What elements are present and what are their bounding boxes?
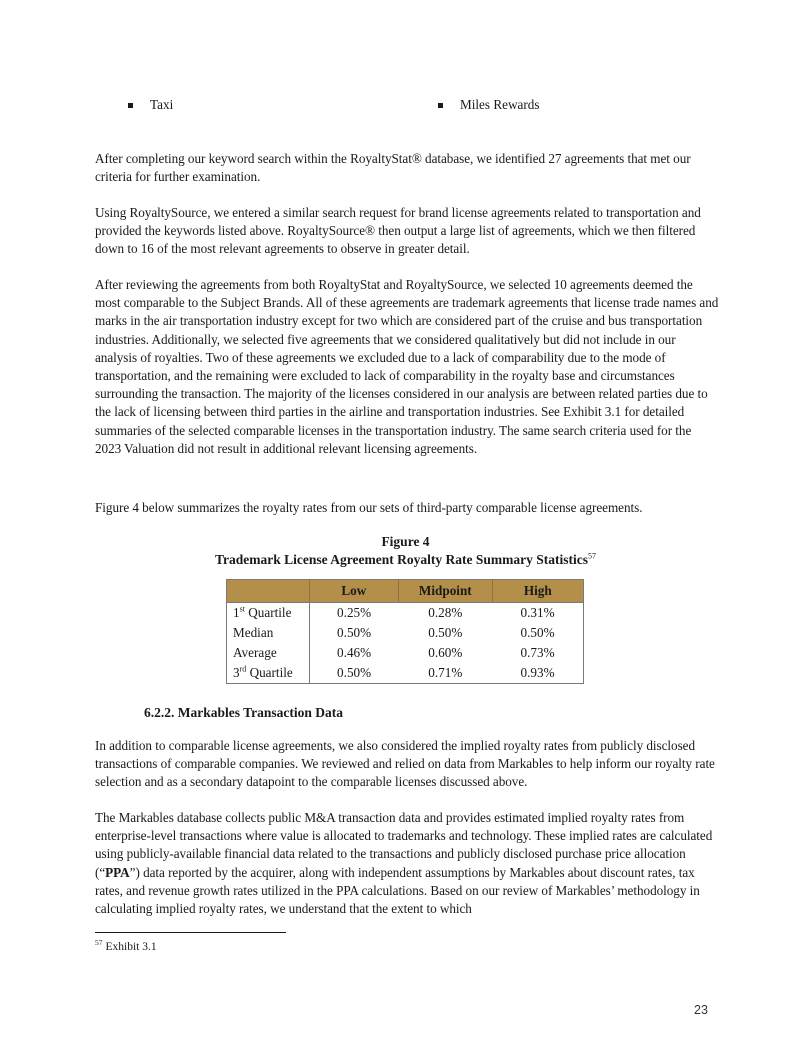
- bullet-label: Miles Rewards: [460, 97, 540, 112]
- paragraph-markables-intro: In addition to comparable license agreements, we also considered the implied royalty rates from publicly disclosed transactions of comparable companies. We reviewed and relied on data from Markables to help inform our royalty rate selection and as a secondary datapoint to the comparable licenses discussed above.: [95, 738, 715, 790]
- cell-midpoint: 0.28%: [428, 604, 463, 620]
- row-label-text: 3: [233, 664, 240, 680]
- paragraph-text: ”) data reported by the acquirer, along with independent assumptions by Markables about discount rates, tax rates, and revenue growth rates utilized in the PPA calculations. Based on our review of Markables’ methodology in calculating implied royalty rates, we understand that the extent to which: [95, 864, 700, 917]
- square-bullet-icon: [128, 103, 133, 108]
- figure-label: Figure 4: [381, 534, 430, 549]
- footnote-divider: [95, 932, 286, 933]
- cell-low: 0.50%: [337, 624, 372, 640]
- table-header-row: [227, 580, 584, 603]
- row-label-rest: Quartile: [246, 664, 293, 680]
- row-label-rest: Quartile: [244, 604, 292, 620]
- paragraph-royaltysource-search: Using RoyaltySource, we entered a similar search request for brand license agreements related to transportation and provided the keywords listed above. RoyaltySource® then output a large list of agreements, which we then filtered down to 16 of the most relevant agreements to observe in greater detail.: [95, 205, 701, 257]
- cell-midpoint: 0.71%: [428, 664, 463, 680]
- cell-midpoint: 0.50%: [428, 624, 463, 640]
- bullet-item: [128, 96, 173, 114]
- table-row: [227, 623, 584, 643]
- royalty-rate-summary-table: [226, 579, 584, 684]
- footnote-reference[interactable]: 57: [587, 551, 596, 561]
- bullet-item: [438, 96, 539, 114]
- keyword-bullet-list: [0, 96, 811, 116]
- figure-title: [0, 551, 811, 569]
- paragraph-text: The Markables database collects public M&A transaction data and provides estimated implied royalty rates from enterprise-level transactions where value is allocated to trademarks and technology. These implied rates are calculated using publicly-available financial data related to the transactions and publicly disclosed purchase price allocation (“: [95, 810, 713, 880]
- footnote: [95, 938, 157, 956]
- table-row: [227, 663, 584, 684]
- paragraph-figure-intro: Figure 4 below summarizes the royalty rates from our sets of third-party comparable license agreements.: [95, 500, 643, 515]
- bullet-label: Taxi: [150, 97, 174, 112]
- table-row: [227, 603, 584, 624]
- row-label-text: Median: [233, 624, 274, 640]
- row-label-text: Average: [233, 644, 277, 660]
- row-label: [227, 603, 310, 624]
- square-bullet-icon: [438, 103, 443, 108]
- page-number: 23: [694, 1003, 708, 1017]
- column-header-high: High: [492, 580, 583, 603]
- row-label-ordinal: rd: [239, 664, 247, 674]
- row-label: [227, 643, 310, 663]
- cell-high: 0.50%: [520, 624, 555, 640]
- cell-low: 0.50%: [337, 664, 372, 680]
- column-header-midpoint: Midpoint: [399, 580, 493, 603]
- paragraph-markables-database: [95, 809, 720, 918]
- column-header-blank: [227, 580, 310, 603]
- paragraph-agreement-selection: After reviewing the agreements from both RoyaltyStat and RoyaltySource, we selected 10 agreements deemed the most comparable to the Subject Brands. All of these agreements are trademark agreements that license trade names and marks in the air transportation industry except for two which are considered part of the cruise and bus transportation industries. Additionally, we selected five agreements that we considered qualitatively but did not include in our analysis of royalties. Two of these agreements we excluded due to a lack of comparability due to the mode of transportation, and the remaining were excluded to lack of comparability in the royalty base and circumstances surrounding the transaction. The majority of the licenses considered in our analysis are between related parties due to the lack of licensing between third parties in the airline and transportation industries. See Exhibit 3.1 for detailed summaries of the selected comparable licenses in the transportation industry. The same search criteria used for the 2023 Valuation did not result in additional relevant licensing agreements.: [95, 277, 719, 456]
- row-label-text: 1: [233, 604, 240, 620]
- cell-low: 0.46%: [337, 644, 372, 660]
- column-header-low: Low: [309, 580, 398, 603]
- figure-title-text: Trademark License Agreement Royalty Rate Summary Statistics: [215, 552, 588, 567]
- footnote-number: 57: [95, 938, 103, 948]
- ppa-term: PPA: [105, 864, 130, 880]
- footnote-text: Exhibit 3.1: [105, 941, 157, 953]
- cell-high: 0.31%: [520, 604, 555, 620]
- row-label: [227, 663, 310, 684]
- section-heading: 6.2.2. Markables Transaction Data: [144, 705, 343, 720]
- cell-high: 0.73%: [520, 644, 555, 660]
- row-label: [227, 623, 310, 643]
- paragraph-royaltystat-search: After completing our keyword search within the RoyaltyStat® database, we identified 27 agreements that met our criteria for further examination.: [95, 151, 691, 185]
- row-label-ordinal: st: [239, 604, 245, 614]
- table-row: [227, 643, 584, 663]
- cell-low: 0.25%: [337, 604, 372, 620]
- cell-midpoint: 0.60%: [428, 644, 463, 660]
- cell-high: 0.93%: [520, 664, 555, 680]
